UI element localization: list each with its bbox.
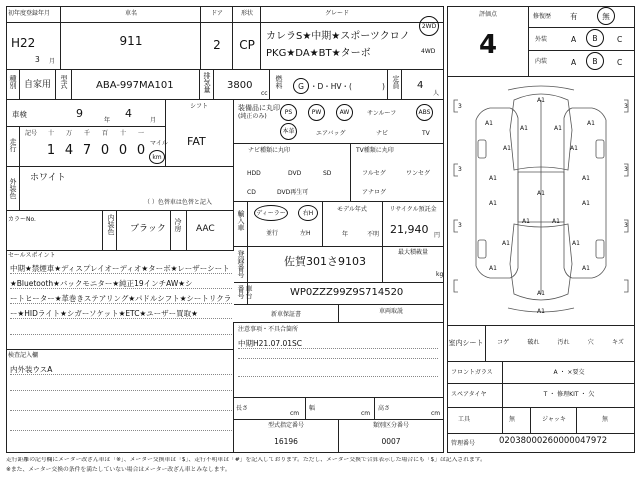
history-line — [238, 376, 438, 377]
panel-mark: A1 — [572, 240, 580, 247]
import-label: 輸入車 — [237, 210, 245, 231]
doors: 2 — [213, 38, 221, 52]
equip-sunroof: サンルーフ — [367, 110, 397, 117]
spare-label: スペアタイヤ — [451, 391, 487, 398]
type-value: 16196 — [274, 437, 298, 446]
color-no-label: カラーNo. — [8, 216, 36, 223]
history-line — [238, 358, 438, 359]
inspector-line — [10, 430, 232, 431]
class-value: 0007 — [381, 437, 401, 446]
divider — [170, 210, 171, 250]
equipment-label: 装備品に丸印 — [238, 104, 280, 112]
divider — [6, 250, 234, 251]
fuel-g: G — [293, 78, 309, 94]
person-unit: 人 — [433, 90, 440, 97]
sheet-item: 穴 — [587, 339, 594, 346]
tools-value: 無 — [509, 416, 516, 423]
type-label: 型式指定番号 — [267, 422, 304, 429]
ext-c: C — [617, 35, 623, 44]
color-label: 外装色 — [9, 178, 17, 199]
divider — [447, 433, 635, 434]
inspector-line — [10, 390, 232, 391]
sheet-item: 汚れ — [557, 339, 570, 346]
score-value: 4 — [478, 30, 498, 60]
spare-value: T ・ 修理KIT ・ 欠 — [543, 391, 595, 398]
mileage-digit: 0 — [136, 142, 146, 158]
inspection-label: 車検 — [12, 110, 27, 119]
divider — [200, 70, 214, 100]
door-label: ドア — [211, 10, 223, 17]
drive-4wd: 4WD — [421, 48, 436, 55]
int-b: B — [586, 52, 604, 70]
divider — [214, 70, 270, 100]
category-label: 種別 — [9, 75, 17, 89]
model-year-label: モデル年式 — [337, 206, 367, 213]
ac-label: 冷房 — [174, 218, 182, 232]
divider — [6, 127, 20, 166]
panel-mark: A1 — [537, 308, 545, 315]
divider — [234, 304, 444, 305]
sheet-item: 破れ — [527, 339, 540, 346]
import-right-h: 右H — [298, 205, 318, 221]
ext-label: 外装 — [535, 36, 548, 43]
sheet-item: キズ — [611, 339, 624, 346]
model-year-unknown: 不明 — [367, 231, 380, 238]
jack-value: 無 — [602, 416, 609, 423]
divider — [234, 397, 444, 398]
inspection-year-unit: 年 — [104, 117, 111, 124]
recycle-unit: 円 — [434, 232, 441, 239]
unit-label: 万 — [65, 129, 72, 137]
mgmt-label: 管理番号 — [451, 440, 476, 447]
carname-label: 車名 — [124, 10, 137, 17]
ext-b: B — [586, 29, 604, 47]
first-reg-era: H22 — [11, 36, 36, 50]
tv-oneseg: ワンセグ — [406, 170, 431, 177]
first-reg-month: 3 — [35, 55, 40, 64]
panel-mark: A1 — [489, 200, 497, 207]
unit-label: 百 — [101, 129, 108, 137]
car-diagram — [448, 80, 634, 322]
width-unit: cm — [361, 410, 371, 417]
divider — [234, 282, 248, 304]
panel-mark: A1 — [587, 120, 595, 127]
nav-hdd: HDD — [247, 170, 261, 177]
equip-abs: ABS — [416, 104, 433, 121]
ac-value: AAC — [196, 224, 215, 234]
divider — [20, 70, 56, 100]
note-line: ートヒーター★革巻きステアリング★パドルシフト★シートリクラ — [10, 294, 232, 303]
unit-label: 一 — [137, 129, 144, 137]
divider — [234, 419, 444, 420]
capacity-label: 定員 — [392, 75, 400, 89]
score-label: 評価点 — [478, 11, 497, 18]
category: 自家用 — [24, 80, 52, 90]
height-unit: cm — [431, 410, 441, 417]
unit-label: 記号 — [24, 129, 37, 137]
divider — [576, 407, 577, 433]
interior-sheet-items — [488, 339, 633, 346]
drive-2wd: 2WD — [419, 16, 439, 36]
divider — [6, 210, 103, 250]
int-a: A — [571, 58, 577, 67]
equipment-sublabel: (純正のみ) — [238, 113, 267, 120]
recycle-value: 21,940 — [390, 223, 429, 236]
panel-mark: A1 — [522, 218, 530, 225]
height-label: 高さ — [378, 405, 391, 412]
inspection-year: 9 — [76, 107, 83, 120]
mgmt-value: 02038000260000047972 — [499, 436, 608, 446]
panel-mark: A1 — [485, 120, 493, 127]
capacity: 4 — [417, 80, 424, 91]
history-value: 中期H21.07.01SC — [238, 339, 438, 349]
tv-header: TV種類に丸印 — [356, 147, 394, 154]
mileage-digit: 1 — [46, 142, 56, 158]
panel-mark: A1 — [520, 125, 528, 132]
divider — [72, 70, 200, 100]
cc-unit: cc — [261, 90, 268, 97]
mileage-digit: 7 — [82, 142, 92, 158]
grade-line1: カレラS★中期★スポーツクロノ — [266, 31, 410, 42]
shape: CP — [239, 38, 255, 52]
history-label: 注意事項・不具合箇所 — [238, 326, 299, 333]
mileage-digits — [42, 142, 152, 158]
equip-tv: TV — [422, 130, 430, 137]
panel-mark: A1 — [537, 97, 545, 104]
grade-line2: PKG★DA★BT★ターボ — [266, 48, 371, 59]
left-mark: 3 — [458, 166, 462, 173]
mileage-digit: 0 — [118, 142, 128, 158]
note-line: 中期★禁煙車★ディスプレイオーディオ★ターボ★レーザーシート — [10, 264, 232, 274]
glass-value: A ・ ×要交 — [553, 369, 585, 376]
divider — [388, 70, 402, 100]
glass-label: フロントガラス — [451, 369, 493, 376]
import-dealer: ディーラー — [254, 205, 288, 221]
tools-label: 工具 — [458, 416, 471, 423]
panel-mark: A1 — [489, 175, 497, 182]
fuel-close: ) — [382, 82, 385, 91]
divider — [234, 201, 444, 202]
recycle-label: リサイクル預託金 — [389, 206, 437, 213]
unit-label: 十 — [119, 129, 126, 137]
tv-fullseg: フルセグ — [362, 170, 386, 177]
panel-mark: A1 — [502, 240, 510, 247]
chassis-label: 車台番号 — [237, 285, 253, 299]
inspection-month: 4 — [125, 107, 132, 120]
divider — [6, 166, 234, 167]
repair-no: 無 — [597, 7, 615, 25]
equip-ps: PS — [280, 104, 297, 121]
import-parallel: 並行 — [266, 230, 279, 237]
carname: 911 — [119, 34, 143, 48]
divider — [234, 246, 248, 282]
divider — [530, 407, 531, 433]
divider — [103, 210, 117, 250]
load-label: 最大積載量 — [397, 249, 428, 256]
divider — [447, 76, 635, 77]
tv-analog: アナログ — [362, 189, 387, 196]
divider — [270, 70, 388, 100]
fuel-rest: ・D・HV・( — [310, 82, 352, 91]
divider — [234, 143, 444, 144]
panel-mark: A1 — [503, 145, 511, 152]
color-value: ホワイト — [30, 173, 66, 183]
equip-pw: PW — [308, 104, 325, 121]
equip-airbag: エアバッグ — [316, 130, 346, 137]
shift: FAT — [187, 135, 206, 148]
nav-sd: SD — [323, 170, 332, 177]
panel-mark: A1 — [570, 145, 578, 152]
repair-yes: 有 — [570, 12, 578, 21]
repair-label: 修復歴 — [533, 13, 552, 20]
warranty-new: 新車保証書 — [270, 310, 301, 318]
divider — [6, 166, 20, 210]
divider — [447, 325, 486, 361]
mile-label: マイル — [150, 140, 168, 147]
divider — [234, 322, 444, 323]
chassis-value: WP0ZZZ99Z9S714520 — [290, 287, 404, 298]
displacement-label: 排気量 — [203, 72, 211, 93]
unit-label: 十 — [47, 129, 54, 137]
divider — [529, 50, 635, 51]
inspector-label: 検査記入欄 — [8, 352, 39, 359]
color-note: （ ）色替車は色替と記入 — [144, 199, 212, 206]
divider — [234, 246, 444, 247]
divider — [447, 407, 635, 408]
mileage-digit: 4 — [64, 142, 74, 158]
panel-mark: A1 — [537, 290, 545, 297]
left-mark: 3 — [458, 103, 462, 110]
panel-mark: A1 — [582, 200, 590, 207]
length-label: 長さ — [236, 405, 249, 412]
panel-mark: A1 — [554, 125, 562, 132]
panel-mark: A1 — [582, 175, 590, 182]
footer-line2: ※また、メーター交換の条件を満たしていない場合はメーター改ざん車とみなします。 — [6, 467, 231, 473]
note-line: ★Bluetooth★バックモニター★純正19インチAW★シ — [10, 279, 232, 289]
mileage-digit: 0 — [100, 142, 110, 158]
nav-cd: CD — [247, 189, 256, 196]
width-label: 幅 — [309, 405, 316, 412]
int-label: 内装 — [535, 58, 548, 65]
mileage-label: 走行 — [9, 138, 17, 152]
inspector-value: 内外装ウスA — [10, 365, 232, 375]
panel-mark: A1 — [552, 218, 560, 225]
model: ABA-997MA101 — [96, 80, 174, 91]
month-unit: 月 — [49, 58, 56, 65]
fuel-label: 燃料 — [275, 75, 283, 89]
inspection-month-unit: 月 — [150, 117, 157, 124]
divider — [447, 383, 635, 384]
panel-mark: A1 — [582, 265, 590, 272]
displacement: 3800 — [227, 80, 253, 91]
shape-label: 形状 — [240, 10, 253, 17]
ext-a: A — [571, 35, 577, 44]
divider — [6, 322, 234, 453]
divider — [234, 282, 444, 283]
mileage-units — [20, 128, 150, 138]
divider — [350, 143, 351, 201]
divider — [234, 201, 248, 246]
model-year-unit: 年 — [342, 231, 349, 238]
interior-value: ブラック — [130, 224, 166, 234]
right-mark: 3 — [624, 103, 628, 110]
divider — [305, 397, 306, 419]
nav-header: ナビ種類に丸印 — [248, 147, 291, 154]
equip-aw: AW — [336, 104, 353, 121]
plate-value: 佐賀301さ9103 — [284, 255, 366, 268]
shift-label: シフト — [190, 103, 209, 110]
right-mark: 3 — [624, 222, 628, 229]
unit-label: 千 — [83, 129, 90, 137]
divider — [529, 27, 635, 28]
import-left-h: 左H — [300, 230, 311, 237]
right-mark: 3 — [624, 166, 628, 173]
divider — [374, 397, 375, 419]
class-label: 類別区分番号 — [372, 422, 409, 429]
divider — [56, 70, 72, 100]
model-label: 型式 — [60, 75, 68, 89]
plate-label: 登録番号 — [237, 250, 245, 278]
equip-navi: ナビ — [376, 130, 389, 137]
equip-leather: 本革 — [280, 123, 297, 140]
notes-label: セールスポイント — [8, 252, 56, 259]
nav-dvd-play: DVD再生可 — [277, 189, 309, 196]
interior-sheet-label: 室内シート — [448, 338, 484, 347]
interior-label: 内装色 — [107, 214, 115, 235]
nav-dvd: DVD — [288, 170, 302, 177]
load-unit: kg — [436, 271, 444, 278]
panel-mark: A1 — [537, 190, 545, 197]
divider — [186, 210, 187, 250]
divider — [447, 6, 529, 76]
first-reg-label: 初年度登録年月 — [8, 10, 51, 17]
int-c: C — [617, 58, 623, 67]
note-line: ー★HIDライト★シガーソケット★ETC★ユーザー買取★ — [10, 309, 232, 319]
sheet-item: コゲ — [497, 339, 510, 346]
warranty-manual: 車両取説 — [378, 308, 403, 315]
left-mark: 3 — [458, 222, 462, 229]
length-unit: cm — [290, 410, 300, 417]
footer-line1: 走行距離の記号欄にメーター改ざん車は「※」、メーター交換車は「$」、走行不明車は「#」を記入しております。ただし、メーター交換で合算表示した場合にも「$」は記入されます。 — [6, 457, 486, 463]
divider — [6, 70, 20, 100]
km-circle: km — [149, 150, 165, 164]
jack-label: ジャッキ — [542, 416, 566, 423]
panel-mark: A1 — [489, 265, 497, 272]
grade-label: グレード — [324, 10, 349, 17]
inspector-line — [10, 410, 232, 411]
